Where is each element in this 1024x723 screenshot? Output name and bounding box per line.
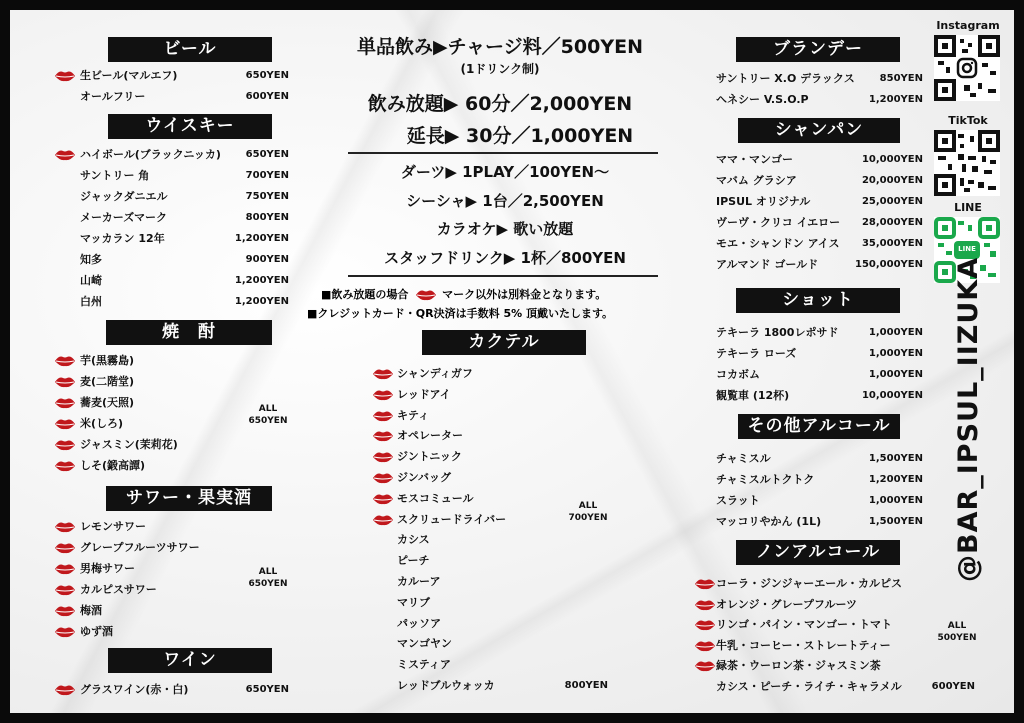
lips-icon <box>54 70 74 82</box>
lips-icon <box>54 521 74 533</box>
cocktail-item-name: レッドアイ <box>397 387 451 401</box>
note1-suffix: マーク以外は別料金となります。 <box>442 288 607 301</box>
tiktok-label: TikTok <box>948 114 988 127</box>
lips-icon <box>694 640 714 652</box>
sour-item-name: レモンサワー <box>80 520 146 533</box>
note-credit-card: ■クレジットカード・QR決済は手数料 5% 頂戴いたします。 <box>307 307 614 320</box>
section-header-cocktail: カクテル <box>422 330 586 355</box>
section-header-non-alcohol: ノンアルコール <box>736 540 900 565</box>
shochu-item-name: 芋(黒霧島) <box>80 354 135 367</box>
lips-icon <box>372 514 392 526</box>
shot-item-name: テキーラ 1800レポサド <box>716 326 839 339</box>
cocktail-item-name: レッドブルウォッカ <box>397 679 495 692</box>
qr-icon <box>934 35 1000 101</box>
lips-icon <box>54 584 74 596</box>
lips-icon <box>694 619 714 631</box>
nonalc-item-name: 緑茶・ウーロン茶・ジャスミン茶 <box>716 659 881 672</box>
brandy-item-price: 850YEN <box>879 73 923 84</box>
whisky-item-name: ジャックダニエル <box>80 190 168 203</box>
cocktail-all-price: ALL 700YEN <box>568 501 608 523</box>
extension-line: 延長▶ 30分／1,000YEN <box>406 125 634 147</box>
shot-item-name: 観覧車 (12杯) <box>716 389 790 402</box>
section-header-whisky: ウイスキー <box>108 114 272 139</box>
beer-item-price: 600YEN <box>245 91 289 102</box>
whisky-item-price: 1,200YEN <box>234 296 289 307</box>
social-handle: @BAR_IPSUL_IIZUKA <box>953 256 984 582</box>
beer-item-name: オールフリー <box>80 90 146 103</box>
qr-icon <box>934 130 1000 196</box>
section-header-wine: ワイン <box>108 648 272 673</box>
staff-drink-line: スタッフドリンク▶ 1杯／800YEN <box>384 249 626 267</box>
nonalc-item-name: 牛乳・コーヒー・ストレートティー <box>716 638 891 652</box>
sour-item-name: グレープフルーツサワー <box>80 541 200 554</box>
whisky-item-name: 知多 <box>80 253 102 266</box>
karaoke-line: カラオケ▶ 歌い放題 <box>436 220 574 238</box>
cocktail-item-name: キティ <box>397 408 430 422</box>
beer-item-name: 生ビール(マルエフ) <box>80 69 178 82</box>
cocktail-item-name: ジンバッグ <box>397 471 451 484</box>
champagne-item-name: ヴーヴ・クリコ イエロー <box>716 216 841 229</box>
other-item-price: 1,200YEN <box>868 474 923 485</box>
champagne-item-name: ママ・マンゴー <box>716 153 793 166</box>
section-header-beer: ビール <box>108 37 272 62</box>
note-all-you-can-drink <box>321 286 606 302</box>
whisky-item-price: 750YEN <box>245 191 289 202</box>
cocktail-item-name: シャンディガフ <box>397 367 473 380</box>
champagne-item-name: IPSUL オリジナル <box>716 195 811 208</box>
whisky-item-price: 1,200YEN <box>234 275 289 286</box>
divider-bottom <box>348 275 658 277</box>
note1-prefix: ■飲み放題の場合 <box>321 288 409 301</box>
champagne-item-price: 10,000YEN <box>861 154 923 165</box>
champagne-item-name: モエ・シャンドン アイス <box>716 237 840 250</box>
lips-icon <box>54 355 74 367</box>
nonalc-item-name: リンゴ・パイン・マンゴー・トマト <box>716 618 892 631</box>
champagne-item-price: 35,000YEN <box>861 238 923 249</box>
nonalc-item-name: オレンジ・グレープフルーツ <box>716 597 858 611</box>
champagne-item-price: 150,000YEN <box>855 259 923 270</box>
sour-item-name: ゆず酒 <box>80 625 113 638</box>
whisky-item-name: 白州 <box>80 295 102 308</box>
lips-icon <box>694 660 714 672</box>
nonalc-item-name: カシス・ピーチ・ライチ・キャラメル <box>716 679 902 693</box>
section-header-brandy: ブランデー <box>736 37 900 62</box>
lips-icon <box>372 493 392 505</box>
non-alcohol-all-price: ALL 500YEN <box>937 621 977 643</box>
shisha-line: シーシャ▶ 1台／2,500YEN <box>406 192 604 210</box>
whisky-item-price: 800YEN <box>245 212 289 223</box>
champagne-item-price: 28,000YEN <box>861 217 923 228</box>
charge-line: 単品飲み▶チャージ料／500YEN <box>357 36 643 58</box>
lips-icon <box>372 451 392 463</box>
shochu-item-name: しそ(鍛高譚) <box>80 459 146 472</box>
shot-item-price: 1,000YEN <box>868 369 923 380</box>
cocktail-item-name: スクリュードライバー <box>397 512 507 526</box>
section-header-shochu: 焼 酎 <box>106 320 272 345</box>
lips-icon <box>694 578 714 590</box>
whisky-item-name: ハイボール(ブラックニッカ) <box>80 148 221 161</box>
lips-icon <box>372 410 392 422</box>
divider-top <box>348 152 658 154</box>
tiktok-qr-code[interactable] <box>934 130 1000 196</box>
whisky-item-price: 650YEN <box>245 149 289 160</box>
shot-item-price: 10,000YEN <box>861 390 923 401</box>
shochu-item-name: 蕎麦(天照) <box>80 396 135 409</box>
cocktail-item-name: ミスティア <box>397 658 451 672</box>
lips-icon <box>372 389 392 401</box>
cocktail-item-name: モスコミュール <box>397 491 474 505</box>
sour-all-price: ALL 650YEN <box>248 567 288 589</box>
drink-system-line: (1ドリンク制) <box>460 62 540 76</box>
other-item-name: マッコリやかん (1L) <box>716 515 822 528</box>
cocktail-item-name: マンゴヤン <box>397 637 452 651</box>
shochu-all-price: ALL 650YEN <box>248 404 288 426</box>
instagram-label: Instagram <box>936 19 1000 32</box>
lips-icon <box>54 460 74 472</box>
nonalc-item-price: 600YEN <box>931 680 975 692</box>
whisky-item-name: サントリー 角 <box>80 169 150 182</box>
champagne-item-name: アルマンド ゴールド <box>716 258 819 271</box>
cocktail-item-name: カシス <box>397 533 430 547</box>
lips-icon <box>54 563 74 575</box>
section-header-champagne: シャンパン <box>738 118 900 143</box>
other-item-price: 1,500YEN <box>868 453 923 464</box>
other-item-name: チャミスルトクトク <box>716 473 815 486</box>
whisky-item-name: 山崎 <box>80 274 102 287</box>
shot-item-price: 1,000YEN <box>868 327 923 338</box>
lips-icon <box>54 626 74 638</box>
brandy-item-name: ヘネシー V.S.O.P <box>716 93 809 106</box>
wine-item-price: 650YEN <box>245 684 289 695</box>
lips-icon <box>694 599 714 611</box>
section-header-sour: サワー・果実酒 <box>106 486 272 511</box>
other-item-name: スラット <box>716 494 760 507</box>
champagne-item-price: 25,000YEN <box>861 196 923 207</box>
shot-item-name: コカボム <box>716 368 760 381</box>
cocktail-item-name: カルーア <box>397 575 441 588</box>
whisky-item-price: 700YEN <box>245 170 289 181</box>
cocktail-item-name: マリブ <box>397 595 430 609</box>
nonalc-item-name: コーラ・ジンジャーエール・カルピス <box>716 577 903 590</box>
all-you-can-drink-line: 飲み放題▶ 60分／2,000YEN <box>367 93 633 115</box>
darts-line: ダーツ▶ 1PLAY／100YEN〜 <box>400 163 610 181</box>
cocktail-item-name: パッソア <box>397 616 441 630</box>
wine-item-name: グラスワイン(赤・白) <box>80 683 189 696</box>
cocktail-item-name: ピーチ <box>397 554 430 568</box>
instagram-qr-code[interactable] <box>934 35 1000 101</box>
lips-icon <box>54 605 74 617</box>
brandy-item-name: サントリー X.O デラックス <box>716 72 855 85</box>
shot-item-name: テキーラ ローズ <box>716 347 797 360</box>
champagne-item-price: 20,000YEN <box>861 175 923 186</box>
sour-item-name: カルピスサワー <box>80 583 157 596</box>
other-item-price: 1,500YEN <box>868 516 923 527</box>
brandy-item-price: 1,200YEN <box>868 94 923 105</box>
cocktail-item-price: 800YEN <box>564 680 608 691</box>
line-badge: LINE <box>958 245 976 253</box>
lips-icon <box>54 542 74 554</box>
whisky-item-name: メーカーズマーク <box>80 211 168 224</box>
shot-item-price: 1,000YEN <box>868 348 923 359</box>
shochu-item-name: 米(しろ) <box>80 417 124 430</box>
lips-icon <box>54 397 74 409</box>
lips-icon <box>54 376 74 388</box>
sour-item-name: 男梅サワー <box>80 562 135 575</box>
lips-icon <box>54 418 74 430</box>
champagne-item-name: マバム グラシア <box>716 174 797 187</box>
other-item-price: 1,000YEN <box>868 495 923 506</box>
other-item-name: チャミスル <box>716 452 771 465</box>
lips-icon <box>372 472 392 484</box>
section-header-other-alcohol: その他アルコール <box>738 414 900 439</box>
lips-icon <box>415 289 435 301</box>
beer-item-price: 650YEN <box>245 70 289 81</box>
whisky-item-price: 1,200YEN <box>234 233 289 244</box>
cocktail-item-name: オペレーター <box>397 429 463 443</box>
lips-icon <box>372 430 392 442</box>
menu-page <box>10 10 1014 713</box>
lips-icon <box>54 684 74 696</box>
lips-icon <box>372 368 392 380</box>
shochu-item-name: 麦(二階堂) <box>80 375 135 388</box>
sour-item-name: 梅酒 <box>80 604 102 617</box>
section-header-shot: ショット <box>736 288 900 313</box>
cocktail-item-name: ジントニック <box>397 450 462 464</box>
whisky-item-price: 900YEN <box>245 254 289 265</box>
shochu-item-name: ジャスミン(茉莉花) <box>80 438 178 451</box>
lips-icon <box>54 149 74 161</box>
line-label: LINE <box>954 201 982 214</box>
whisky-item-name: マッカラン 12年 <box>80 232 165 245</box>
lips-icon <box>54 439 74 451</box>
